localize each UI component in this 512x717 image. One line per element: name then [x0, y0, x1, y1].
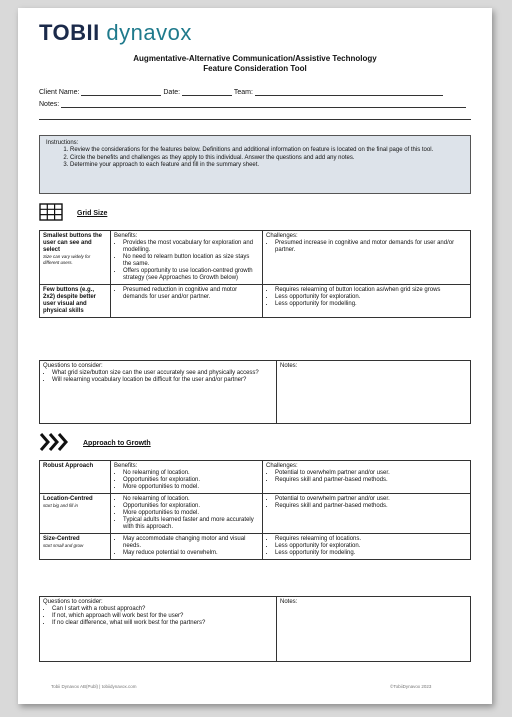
challenge-item: • Requires relearning of button location as/when grid size grows	[275, 287, 467, 294]
notes-heading: Notes:	[280, 363, 298, 369]
instructions-heading: Instructions:	[46, 140, 79, 146]
chevrons-right-icon	[39, 432, 69, 454]
challenges-cell	[263, 285, 471, 318]
benefit-item: • No need to relearn button location as size stays the same.	[123, 254, 259, 268]
challenges-cell	[263, 461, 471, 494]
growth-title: Approach to Growth	[83, 439, 151, 447]
row-label-text: Size-Centred	[43, 536, 80, 542]
challenges-header: Challenges:	[266, 233, 298, 239]
row-label-text: Smallest buttons the user can see and select	[43, 233, 103, 253]
instructions-list	[46, 147, 464, 169]
row-label-text: Robust Approach	[43, 463, 94, 469]
row-label	[40, 231, 111, 285]
table-row	[40, 285, 471, 318]
benefit-item: • Opportunities for exploration.	[123, 477, 259, 484]
team-field[interactable]	[255, 88, 443, 96]
questions-cell	[40, 361, 277, 423]
logo-brand-a: TOBII	[39, 20, 100, 45]
challenge-item: • Presumed increase in cognitive and motor demands for user and/or partner.	[275, 240, 467, 254]
benefits-cell	[111, 285, 263, 318]
growth-questions-box	[39, 596, 471, 662]
notes-cell[interactable]	[277, 597, 300, 661]
instruction-item: 3. Determine your approach to each feature and fill in the summary sheet.	[70, 162, 464, 169]
benefits-cell	[111, 494, 263, 534]
benefit-item: • More opportunities to model.	[123, 510, 259, 517]
question-item: • What grid size/button size can the user accurately see and physically access?	[52, 370, 273, 377]
grid-questions-box	[39, 360, 471, 424]
challenge-item: • Less opportunity for modelling.	[275, 301, 467, 308]
benefit-item: • Presumed reduction in cognitive and motor demands for user and/or partner.	[123, 287, 259, 301]
notes-label: Notes:	[39, 101, 60, 108]
benefits-cell	[111, 231, 263, 285]
notes-heading: Notes:	[280, 599, 298, 605]
date-field[interactable]	[182, 88, 232, 96]
instruction-item: 1. Review the considerations for the features below. Definitions and additional information on feature is located on the final page of this tool.	[70, 147, 464, 154]
growth-table	[39, 460, 471, 560]
row-label	[40, 461, 111, 494]
question-item: • If no clear difference, what will work best for the partners?	[52, 620, 273, 627]
table-row	[40, 461, 471, 494]
notes-field[interactable]	[61, 100, 466, 108]
notes-field-2[interactable]	[39, 112, 471, 120]
challenges-cell	[263, 494, 471, 534]
document-page	[18, 8, 492, 704]
benefits-cell	[111, 534, 263, 560]
questions-heading: Questions to consider:	[43, 599, 103, 605]
row-sublabel: start big and fill in	[43, 503, 79, 508]
benefit-item: • Provides the most vocabulary for exploration and modelling.	[123, 240, 259, 254]
question-item: • If not, which approach will work best for the user?	[52, 613, 273, 620]
challenge-item: • Potential to overwhelm partner and/or user.	[275, 470, 467, 477]
page-subtitle: Feature Consideration Tool	[203, 64, 307, 73]
footer-left: Tobii Dynavox AB(Publ) | tobiidynavox.com	[51, 684, 137, 689]
logo	[39, 20, 192, 46]
question-item: • Will relearning vocabulary location be difficult for the user and/or partner?	[52, 377, 273, 384]
grid-size-table	[39, 230, 471, 318]
challenge-item: • Requires skill and partner-based methods.	[275, 503, 467, 510]
row-label-text: Few buttons (e.g., 2x2) despite better user visual and physical skills	[43, 287, 97, 314]
client-date-team-row	[39, 88, 443, 96]
instructions-box	[39, 135, 471, 194]
growth-heading	[39, 432, 151, 454]
benefit-item: • No relearning of location.	[123, 470, 259, 477]
client-label: Client Name:	[39, 89, 80, 96]
benefits-cell	[111, 461, 263, 494]
page-title: Augmentative-Alternative Communication/Assistive Technology	[133, 54, 377, 63]
instruction-item: 2. Circle the benefits and challenges as they apply to this individual. Answer the questions and add any notes.	[70, 155, 464, 162]
grid-icon	[39, 203, 63, 223]
benefit-item: • May reduce potential to overwhelm.	[123, 550, 259, 557]
table-row	[40, 231, 471, 285]
footer-right: ©TobiiDynavox 2023	[390, 684, 432, 689]
challenge-item: • Less opportunity for exploration.	[275, 294, 467, 301]
challenges-header: Challenges:	[266, 463, 298, 469]
questions-heading: Questions to consider:	[43, 363, 103, 369]
row-sublabel: Size can vary widely for different users.	[43, 254, 91, 265]
benefit-item: • No relearning of location.	[123, 496, 259, 503]
benefit-item: • Offers opportunity to use location-centred growth strategy (see Approaches to Growth below)	[123, 268, 259, 282]
date-label: Date:	[163, 89, 181, 96]
benefit-item: • Typical adults learned faster and more accurately with this approach.	[123, 517, 259, 531]
notes-row-2	[39, 112, 471, 120]
challenge-item: • Potential to overwhelm partner and/or user.	[275, 496, 467, 503]
challenge-item: • Requires relearning of locations.	[275, 536, 467, 543]
benefits-header: Benefits:	[114, 463, 138, 469]
notes-cell[interactable]	[277, 361, 300, 423]
question-item: • Can I start with a robust approach?	[52, 606, 273, 613]
questions-cell	[40, 597, 277, 661]
row-label-text: Location-Centred	[43, 496, 93, 502]
benefit-item: • More opportunities to model.	[123, 484, 259, 491]
challenge-item: • Requires skill and partner-based methods.	[275, 477, 467, 484]
table-row	[40, 534, 471, 560]
grid-size-title: Grid Size	[77, 209, 108, 217]
challenge-item: • Less opportunity for exploration.	[275, 543, 467, 550]
team-label: Team:	[233, 89, 253, 96]
benefit-item: • Opportunities for exploration.	[123, 503, 259, 510]
row-label	[40, 534, 111, 560]
row-label	[40, 494, 111, 534]
client-name-field[interactable]	[81, 88, 161, 96]
grid-size-heading	[39, 203, 107, 223]
table-row	[40, 494, 471, 534]
challenge-item: • Less opportunity for modeling.	[275, 550, 467, 557]
benefit-item: • May accommodate changing motor and visual needs.	[123, 536, 259, 550]
logo-brand-b: dynavox	[106, 20, 192, 45]
challenges-cell	[263, 534, 471, 560]
benefits-header: Benefits:	[114, 233, 138, 239]
row-sublabel: start small and grow	[43, 543, 84, 548]
challenges-cell	[263, 231, 471, 285]
row-label	[40, 285, 111, 318]
notes-row	[39, 100, 466, 108]
